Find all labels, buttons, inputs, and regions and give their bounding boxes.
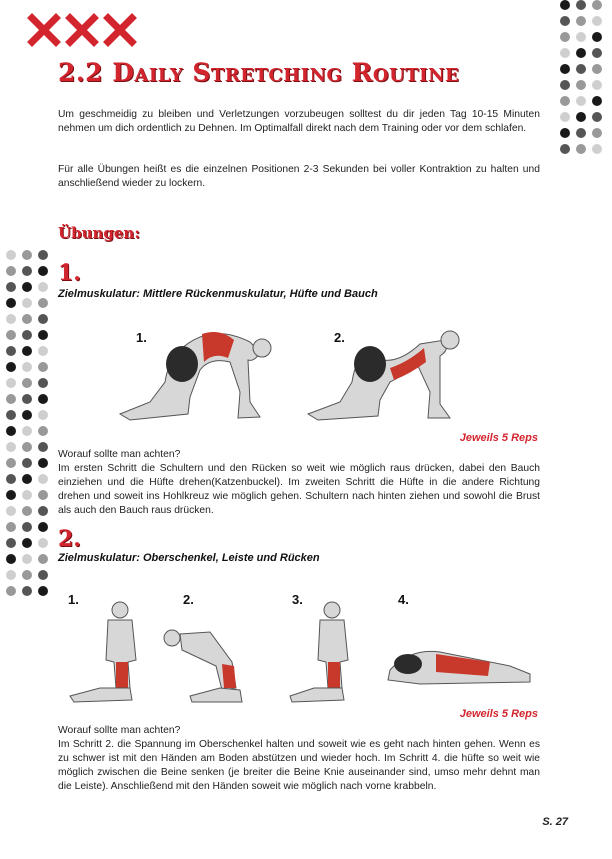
page-title: 2.2 Daily Stretching Routine (58, 58, 460, 87)
decor-dot (6, 410, 16, 420)
decor-dot (592, 144, 602, 154)
decor-dot (560, 64, 570, 74)
decor-dot (38, 522, 48, 532)
decor-dot (38, 314, 48, 324)
decor-dot (576, 128, 586, 138)
decor-dot (6, 570, 16, 580)
decor-dot (6, 554, 16, 564)
decor-dot (38, 362, 48, 372)
decor-dot (576, 0, 586, 10)
exercise-2-step-4-label: 4. (398, 592, 409, 607)
decor-dot (6, 266, 16, 276)
decor-dot (592, 96, 602, 106)
intro-paragraph-1: Um geschmeidig zu bleiben und Verletzungen vorzubeugen solltest du dir jeden Tag 10-15 Minuten nehmen um dich ordentlich zu Dehnen. Im Optimalfall direkt nach dem Training oder vor dem schlafen. (58, 109, 540, 134)
decor-dot (6, 522, 16, 532)
decor-dot (38, 554, 48, 564)
decor-dot (22, 378, 32, 388)
decor-dots-top-right (560, 0, 602, 154)
decor-dot (6, 298, 16, 308)
decor-dot (576, 96, 586, 106)
decor-dot (22, 458, 32, 468)
decor-dot (22, 538, 32, 548)
decor-dot (38, 538, 48, 548)
decor-dot (22, 266, 32, 276)
decor-dot (22, 282, 32, 292)
decor-dot (560, 96, 570, 106)
decor-dot (6, 458, 16, 468)
decor-dot (6, 442, 16, 452)
decor-dot (22, 250, 32, 260)
decor-dot (576, 80, 586, 90)
decor-dot (38, 250, 48, 260)
decor-dot (6, 506, 16, 516)
exercise-1-target-muscles: Zielmuskulatur: Mittlere Rückenmuskulatur, Hüfte und Bauch (58, 288, 378, 300)
decor-dot (38, 506, 48, 516)
decor-dot (576, 64, 586, 74)
exercise-2-question: Worauf sollte man achten? (58, 725, 181, 736)
decor-dot (560, 80, 570, 90)
exercise-2-step-2-label: 2. (183, 592, 194, 607)
triple-x-logo-icon (28, 14, 138, 46)
decor-dot (592, 48, 602, 58)
decor-dot (38, 298, 48, 308)
decor-dots-left (6, 250, 48, 596)
decor-dot (6, 314, 16, 324)
decor-dot (592, 0, 602, 10)
decor-dot (22, 506, 32, 516)
decor-dot (38, 442, 48, 452)
exercise-2-target-muscles: Zielmuskulatur: Oberschenkel, Leiste und Rücken (58, 552, 320, 564)
decor-dot (592, 64, 602, 74)
decor-dot (22, 522, 32, 532)
decor-dot (22, 570, 32, 580)
exercise-1-question: Worauf sollte man achten? (58, 449, 181, 460)
decor-dot (22, 490, 32, 500)
decor-dot (6, 426, 16, 436)
decor-dot (6, 394, 16, 404)
decor-dot (22, 346, 32, 356)
decor-dot (6, 362, 16, 372)
decor-dot (6, 378, 16, 388)
decor-dot (592, 16, 602, 26)
decor-dot (22, 362, 32, 372)
exercise-1-reps: Jeweils 5 Reps (459, 432, 538, 444)
decor-dot (38, 474, 48, 484)
decor-dot (38, 490, 48, 500)
decor-dot (22, 410, 32, 420)
decor-dot (6, 282, 16, 292)
decor-dot (38, 346, 48, 356)
exercise-2-number: 2. (58, 526, 81, 552)
decor-dot (576, 48, 586, 58)
decor-dot (38, 570, 48, 580)
decor-dot (560, 144, 570, 154)
decor-dot (576, 144, 586, 154)
decor-dot (560, 128, 570, 138)
exercise-1-cat-pose-figure (110, 322, 280, 427)
exercises-heading: Übungen: (58, 224, 140, 242)
decor-dot (592, 80, 602, 90)
intro-paragraph-2: Für alle Übungen heißt es die einzelnen Positionen 2-3 Sekunden bei voller Kontraktion zu halten und anschließend wieder zu lockern. (58, 164, 540, 189)
decor-dot (560, 32, 570, 42)
decor-dot (22, 394, 32, 404)
decor-dot (38, 458, 48, 468)
exercise-2-kneeling-upright-figure (70, 600, 150, 705)
decor-dot (38, 282, 48, 292)
decor-dot (22, 442, 32, 452)
decor-dot (38, 586, 48, 596)
decor-dot (38, 378, 48, 388)
exercise-1-cow-pose-figure (300, 322, 475, 427)
decor-dot (560, 112, 570, 122)
decor-dot (560, 48, 570, 58)
decor-dot (6, 474, 16, 484)
decor-dot (6, 490, 16, 500)
decor-dot (6, 586, 16, 596)
exercise-2-kneeling-upright-figure-2 (290, 600, 370, 705)
decor-dot (22, 586, 32, 596)
decor-dot (38, 426, 48, 436)
decor-dot (22, 330, 32, 340)
decor-dot (6, 330, 16, 340)
decor-dot (22, 314, 32, 324)
decor-dot (576, 32, 586, 42)
exercise-2-backward-lean-figure (160, 622, 255, 704)
decor-dot (576, 112, 586, 122)
exercise-1-description: Im ersten Schritt die Schultern und den Rücken so weit wie möglich raus drücken, dabei den Bauch einziehen und die Hüfte drehen(Katzenbuckel). Im zweiten Schritt die Hüfte in die andere Richtung drehen und soweit ins Hohlkreuz wie möglich gehen. Schultern nach hinten ziehen und sowohl die Brust als auch den Bauch raus drücken. (58, 463, 540, 516)
exercise-1-step-1-label: 1. (136, 330, 147, 345)
exercise-2-reps: Jeweils 5 Reps (459, 708, 538, 720)
decor-dot (22, 426, 32, 436)
exercise-2-description: Im Schritt 2. die Spannung im Oberschenkel halten und soweit wie es geht nach hinten gehen. Wenn es zu schwer ist mit den Händen am Boden abstützen und wieder hoch. Im Schritt 4. die hüfte so weit wie möglich zwischen die Beine senken (je breiter die Beine Knie auseinander sind, umso mehr dehnt man die Leiste). Anschließend mit den Händen soweit wie möglich nach vorne krabbeln. (58, 739, 540, 792)
decor-dot (560, 0, 570, 10)
exercise-1-number: 1. (58, 260, 81, 286)
decor-dot (22, 298, 32, 308)
decor-dot (38, 330, 48, 340)
decor-dot (6, 346, 16, 356)
page-number: S. 27 (542, 816, 568, 828)
decor-dot (592, 112, 602, 122)
decor-dot (6, 538, 16, 548)
decor-dot (592, 128, 602, 138)
exercise-2-child-pose-figure (380, 640, 540, 690)
decor-dot (592, 32, 602, 42)
decor-dot (38, 410, 48, 420)
exercise-1-step-2-label: 2. (334, 330, 345, 345)
exercise-2-step-3-label: 3. (292, 592, 303, 607)
decor-dot (22, 474, 32, 484)
decor-dot (560, 16, 570, 26)
decor-dot (38, 266, 48, 276)
decor-dot (576, 16, 586, 26)
decor-dot (38, 394, 48, 404)
decor-dot (6, 250, 16, 260)
decor-dot (22, 554, 32, 564)
exercise-2-step-1-label: 1. (68, 592, 79, 607)
